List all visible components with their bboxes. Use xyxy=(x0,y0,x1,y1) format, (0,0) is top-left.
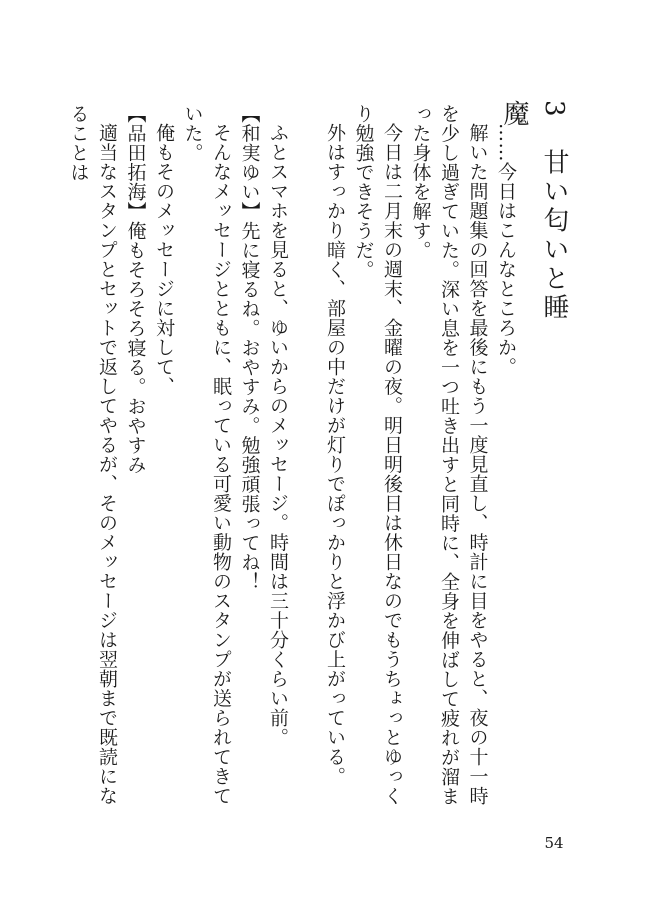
paragraph: 外はすっかり暗く、部屋の中だけが灯りでぽっかりと浮かび上がっている。 xyxy=(324,123,346,786)
blank-line xyxy=(292,104,321,824)
paragraph: ふとスマホを見ると、ゆいからのメッセージ。時間は三十分くらい前。 xyxy=(267,123,289,747)
chapter-title: 3 甘い匂いと睡魔 xyxy=(499,100,569,323)
paragraph: ……今日はこんなところか。 xyxy=(495,123,517,377)
paragraph: 俺もそのメッセージに対して、 xyxy=(153,123,175,396)
page-number: 54 xyxy=(544,834,564,852)
paragraph: 適当なスタンプとセットで返してやるが、そのメッセージは翌朝まで既読になることは xyxy=(67,104,118,806)
chat-message-takumi: 【品田拓海】俺もそろそろ寝る。おやすみ xyxy=(124,104,147,475)
paragraph: 解いた問題集の回答を最後にもう一度見直し、時計に目をやると、夜の十一時を少し過ぎていた。深い息を一つ吐き出すと同時に、全身を伸ばして疲れが溜まった身体を解す。 xyxy=(409,104,489,806)
chat-message-yui: 【和実ゆい】先に寝るね。おやすみ。勉強頑張ってね！ xyxy=(238,104,261,592)
body-text xyxy=(67,104,520,824)
paragraph: 今日は二月末の週末、金曜の夜。明日明後日は休日なのでもうちょっとゆっくり勉強できそうだ。 xyxy=(352,104,403,806)
paragraph: そんなメッセージとともに、眠っている可愛い動物のスタンプが送られてきていた。 xyxy=(181,104,232,806)
